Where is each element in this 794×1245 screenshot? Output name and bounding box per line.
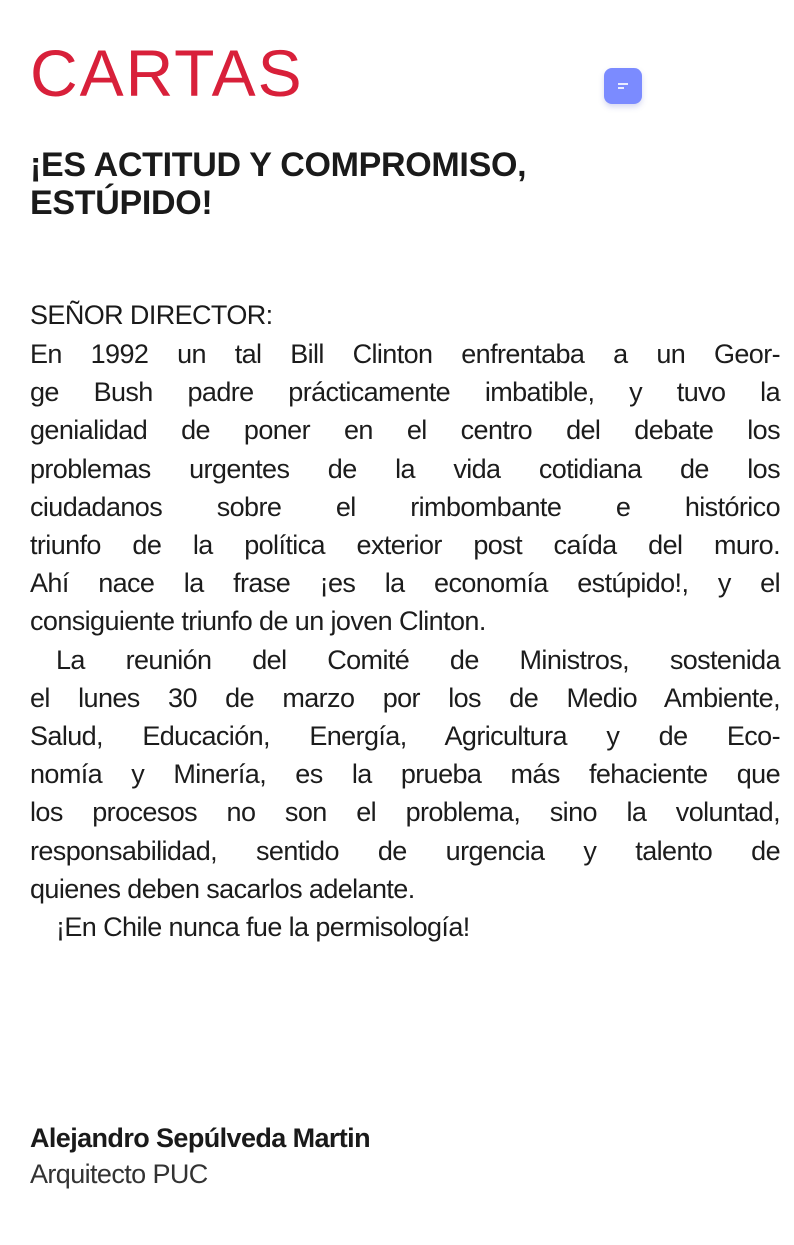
headline-line-2: ESTÚPIDO!: [30, 184, 213, 222]
body-line: ciudadanos sobre el rimbombante e histórico: [30, 491, 780, 522]
body-line: Salud, Educación, Energía, Agricultura y de Eco-: [30, 721, 780, 752]
body-line: el lunes 30 de marzo por los de Medio Ambiente,: [30, 682, 780, 713]
letter-headline: [30, 146, 770, 222]
author-name: Alejandro Sepúlveda Martin: [30, 1123, 370, 1153]
body-line: triunfo de la política exterior post caída del muro.: [30, 530, 780, 561]
body-line: genialidad de poner en el centro del debate los: [30, 415, 780, 446]
author-role: Arquitecto PUC: [30, 1159, 208, 1189]
body-line: nomía y Minería, es la prueba más fehaciente que: [30, 759, 780, 790]
body-line: quienes deben sacarlos adelante.: [30, 873, 415, 904]
document-menu-button[interactable]: [604, 68, 642, 104]
body-line: consiguiente triunfo de un joven Clinton.: [30, 606, 486, 637]
body-line: ge Bush padre prácticamente imbatible, y tuvo la: [30, 377, 780, 408]
letter-salutation: SEÑOR DIRECTOR:: [30, 300, 273, 330]
body-line: responsabilidad, sentido de urgencia y talento de: [30, 835, 780, 866]
body-line: problemas urgentes de la vida cotidiana de los: [30, 453, 780, 484]
letter-signature: [30, 1120, 370, 1192]
document-lines-icon: [618, 82, 628, 90]
letter-body: [30, 335, 780, 946]
body-line: ¡En Chile nunca fue la permisología!: [56, 912, 470, 943]
body-line: La reunión del Comité de Ministros, sostenida: [56, 644, 780, 675]
body-line: Ahí nace la frase ¡es la economía estúpido!, y el: [30, 568, 780, 599]
section-title: CARTAS: [30, 36, 304, 110]
body-line: los procesos no son el problema, sino la voluntad,: [30, 797, 780, 828]
body-line: En 1992 un tal Bill Clinton enfrentaba a un Geor-: [30, 339, 780, 369]
headline-line-1: ¡ES ACTITUD Y COMPROMISO,: [30, 146, 527, 184]
